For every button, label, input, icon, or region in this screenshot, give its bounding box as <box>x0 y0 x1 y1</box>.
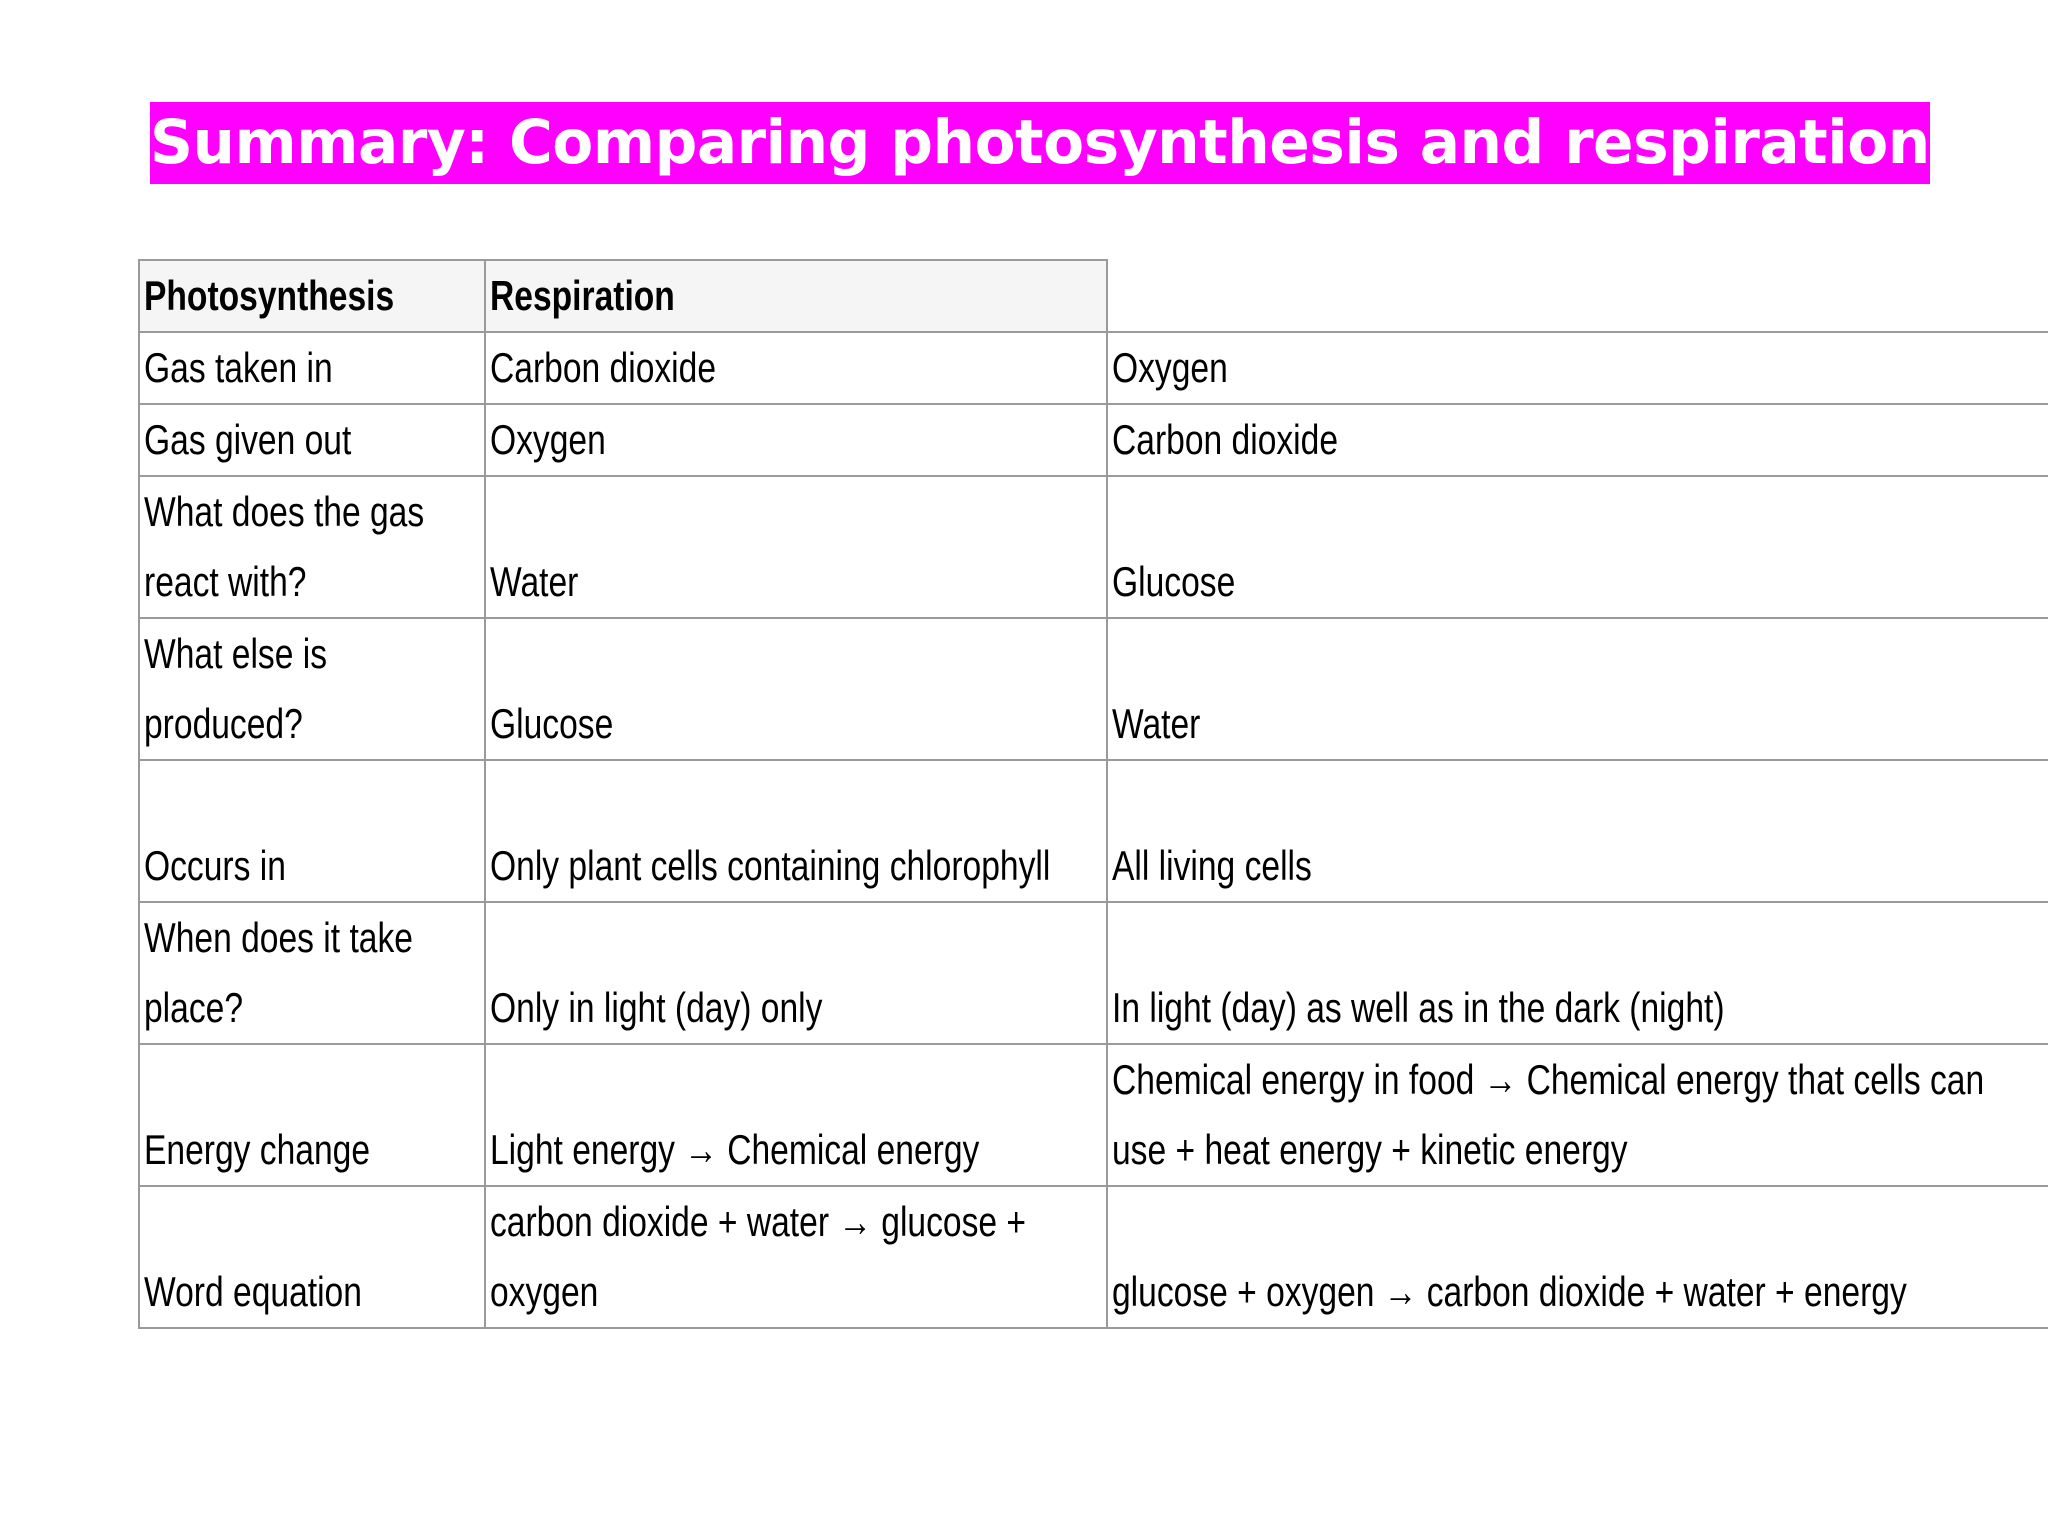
row-reacts-with-respiration <box>1106 475 2048 619</box>
row-word-equation-photosynthesis <box>484 1185 1108 1329</box>
row-energy-change-respiration <box>1106 1043 2048 1187</box>
row-occurs-in-photosynthesis <box>484 759 1108 903</box>
cell-value: Oxygen <box>1112 344 1228 391</box>
cell-value: Carbon dioxide <box>1112 416 1339 463</box>
cell-value: glucose + oxygen → carbon dioxide + water + energy <box>1112 1268 1907 1315</box>
row-label: Gas taken in <box>144 344 333 391</box>
cell-value: Glucose <box>490 700 614 747</box>
cell-value: In light (day) as well as in the dark (night) <box>1112 984 1725 1031</box>
row-label: What does the gas react with? <box>144 488 425 605</box>
row-when-respiration <box>1106 901 2048 1045</box>
row-reacts-with-label <box>138 475 486 619</box>
row-word-equation-label <box>138 1185 486 1329</box>
page-title-text: Summary: Comparing photosynthesis and respiration <box>150 107 1930 178</box>
row-reacts-with-photosynthesis <box>484 475 1108 619</box>
row-gas-taken-in-photosynthesis <box>484 331 1108 405</box>
row-word-equation-respiration <box>1106 1185 2048 1329</box>
header-respiration-label: Respiration <box>490 272 675 319</box>
row-gas-given-out-photosynthesis <box>484 403 1108 477</box>
row-gas-given-out-label <box>138 403 486 477</box>
row-also-produced-label <box>138 617 486 761</box>
cell-value: Oxygen <box>490 416 606 463</box>
row-energy-change-label <box>138 1043 486 1187</box>
row-label: Energy change <box>144 1126 371 1173</box>
cell-value: Carbon dioxide <box>490 344 717 391</box>
row-occurs-in-label <box>138 759 486 903</box>
row-also-produced-respiration <box>1106 617 2048 761</box>
cell-value: carbon dioxide + water → glucose + oxygen <box>490 1198 1027 1315</box>
row-label: When does it take place? <box>144 914 413 1031</box>
row-occurs-in-respiration <box>1106 759 2048 903</box>
header-photosynthesis-label: Photosynthesis <box>144 272 395 319</box>
row-energy-change-photosynthesis <box>484 1043 1108 1187</box>
cell-value: Water <box>1112 700 1201 747</box>
row-also-produced-photosynthesis <box>484 617 1108 761</box>
cell-value: Glucose <box>1112 558 1236 605</box>
row-gas-taken-in-label <box>138 331 486 405</box>
row-label: Word equation <box>144 1268 362 1315</box>
header-cell-photosynthesis <box>138 259 486 333</box>
row-when-photosynthesis <box>484 901 1108 1045</box>
row-label: Occurs in <box>144 842 286 889</box>
cell-value: Only in light (day) only <box>490 984 823 1031</box>
cell-value: All living cells <box>1112 842 1312 889</box>
cell-value: Light energy → Chemical energy <box>490 1126 980 1173</box>
header-cell-respiration <box>484 259 1108 333</box>
cell-value: Only plant cells containing chlorophyll <box>490 842 1051 889</box>
row-gas-given-out-respiration <box>1106 403 2048 477</box>
cell-value: Water <box>490 558 579 605</box>
row-gas-taken-in-respiration <box>1106 331 2048 405</box>
row-when-label <box>138 901 486 1045</box>
row-label: Gas given out <box>144 416 352 463</box>
cell-value: Chemical energy in food → Chemical energy that cells can use + heat energy + kinetic energy <box>1112 1056 1985 1173</box>
page-title <box>150 102 1930 184</box>
row-label: What else is produced? <box>144 630 327 747</box>
